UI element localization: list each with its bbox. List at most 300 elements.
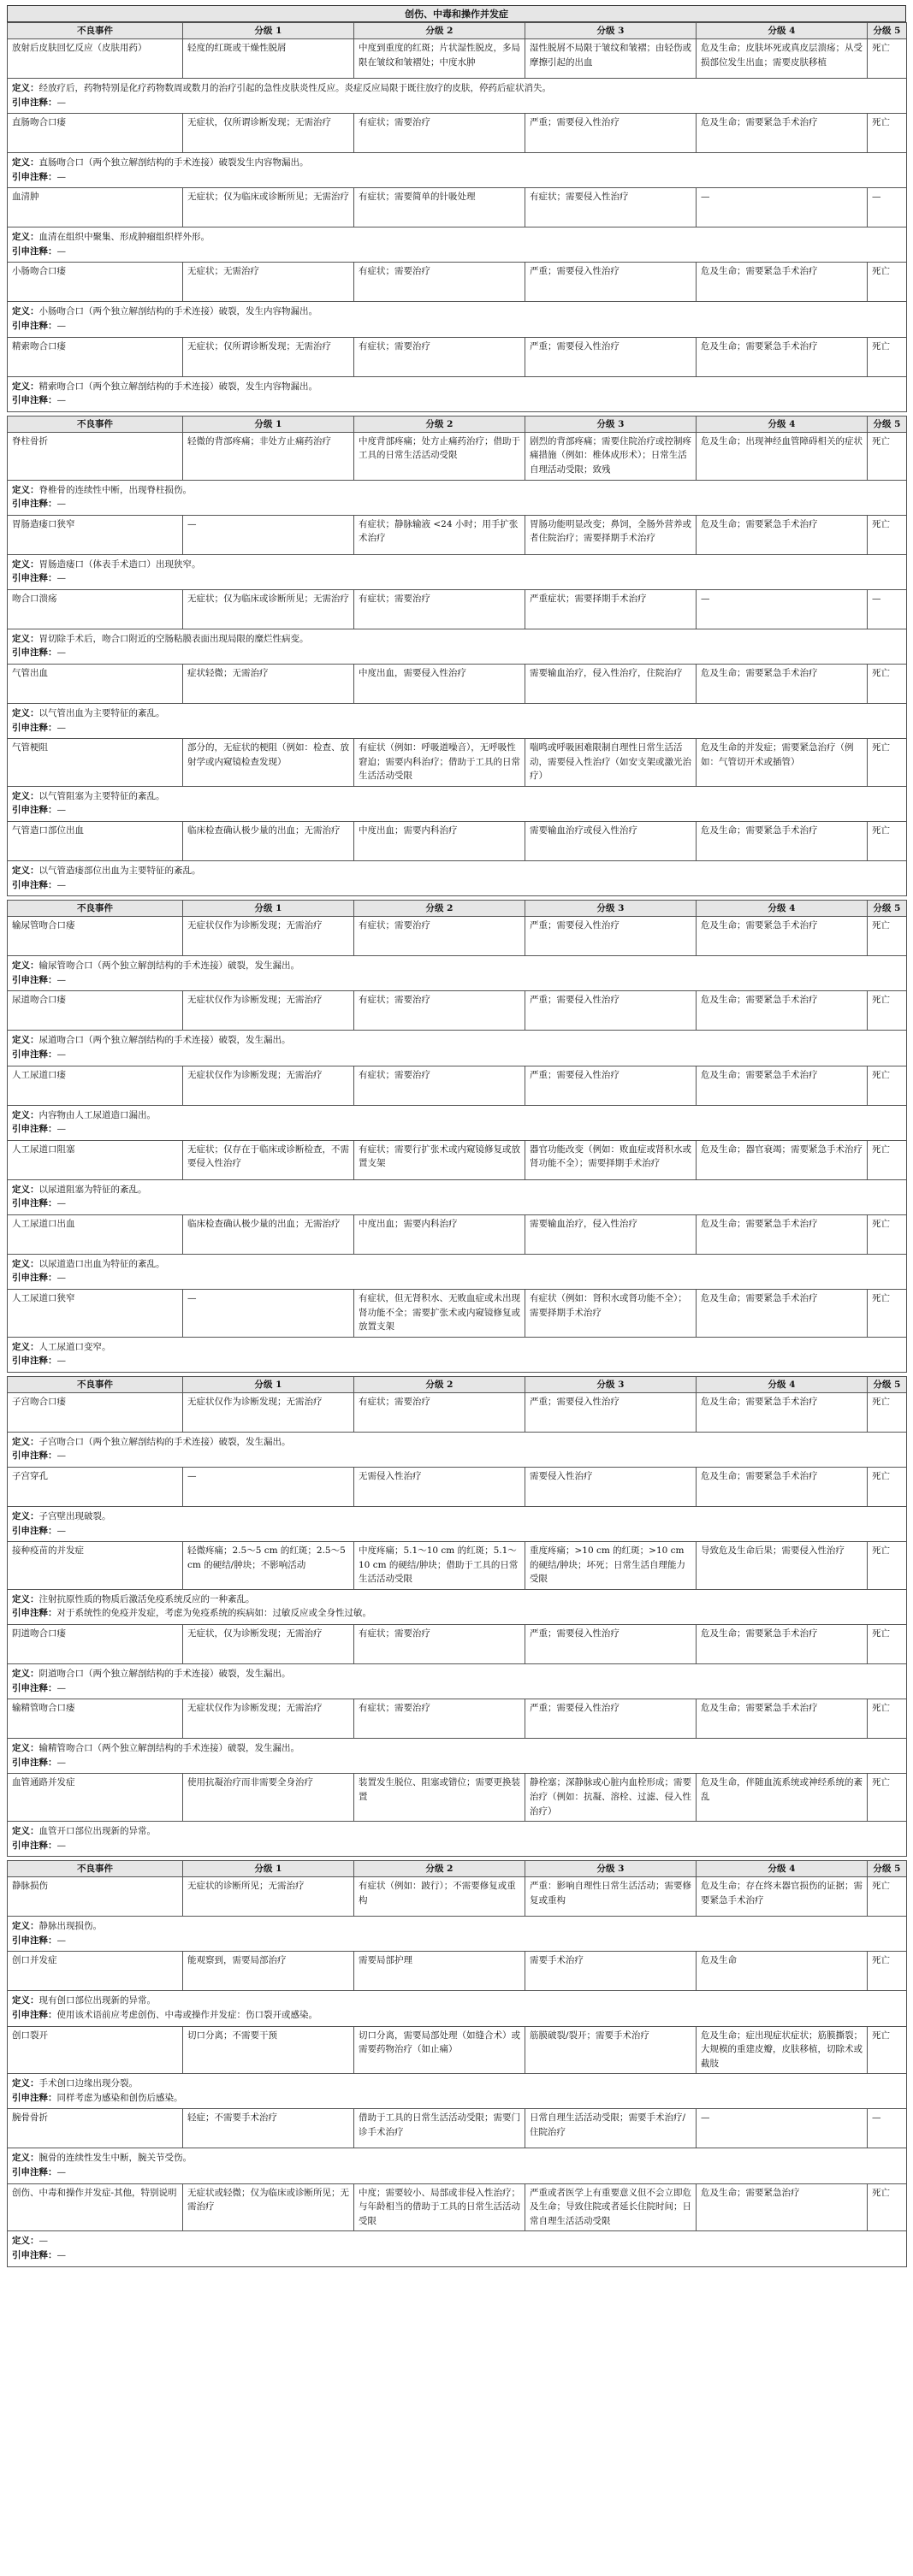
event-name: 胃肠造瘘口狭窄 xyxy=(8,515,183,554)
note-line xyxy=(12,1756,902,1770)
definition-label: 定义： xyxy=(12,1511,39,1522)
definition-label: 定义： xyxy=(12,157,39,168)
grade-5-cell: 死亡 xyxy=(868,1699,907,1739)
definition-cell xyxy=(8,1991,907,2026)
grade-2-cell: 有症状；需要治疗 xyxy=(354,114,525,153)
note-label: 引申注释： xyxy=(12,245,57,257)
note-text: — xyxy=(56,805,66,816)
event-name: 气管出血 xyxy=(8,664,183,703)
grade-4-cell: 危及生命；需要紧急手术治疗 xyxy=(697,515,868,554)
definition-label: 定义： xyxy=(12,866,39,877)
note-text: — xyxy=(56,1525,66,1536)
definition-line xyxy=(12,2151,902,2165)
grade-3-cell: 需要输血治疗或侵入性治疗 xyxy=(525,822,697,861)
grade-2-cell: 有症状（例如：呼吸道噪音），无呼吸性窘迫；需要内科治疗；借助于工具的日常生活活动受限 xyxy=(354,739,525,787)
grade-4-cell: 危及生命；需要紧急手术治疗 xyxy=(697,991,868,1031)
definition-row xyxy=(8,1589,907,1624)
note-label: 引申注释： xyxy=(12,2249,57,2260)
adverse-event-table xyxy=(7,22,907,412)
definition-cell xyxy=(8,227,907,263)
note-label: 引申注释： xyxy=(12,1198,57,1209)
note-text: 对于系统性的免疫并发症，考虑为免疫系统的疾病如：过敏反应或全身性过敏。 xyxy=(56,1608,371,1619)
note-label: 引申注释： xyxy=(12,395,57,406)
event-name: 放射后皮肤回忆反应（皮肤用药） xyxy=(8,39,183,79)
grade-2-cell: 装置发生脱位、阻塞或错位；需要更换装置 xyxy=(354,1774,525,1822)
note-text: — xyxy=(56,974,66,985)
grade-4-cell: 危及生命的并发症；需要紧急治疗（例如：气管切开术或插管） xyxy=(697,739,868,787)
grade-1-cell: 无症状；无需治疗 xyxy=(183,263,354,302)
grade-1-cell: 无症状；仅所谓诊断发现；无需治疗 xyxy=(183,337,354,376)
note-line xyxy=(12,1681,902,1696)
definition-line xyxy=(12,959,902,973)
definition-label: 定义： xyxy=(12,1184,39,1195)
event-name: 输尿管吻合口瘘 xyxy=(8,917,183,956)
definition-line xyxy=(12,1033,902,1048)
grade-5-cell: 死亡 xyxy=(868,432,907,480)
definition-cell xyxy=(8,480,907,515)
definition-cell xyxy=(8,1254,907,1289)
event-name: 静脉损伤 xyxy=(8,1877,183,1917)
grade-5-cell: 死亡 xyxy=(868,114,907,153)
grade-2-cell: 有症状；需要治疗 xyxy=(354,991,525,1031)
definition-cell xyxy=(8,786,907,821)
definition-label: 定义： xyxy=(12,960,39,972)
header-cell: 分级 1 xyxy=(183,416,354,432)
definition-cell xyxy=(8,1822,907,1857)
definition-text: 输尿管吻合口（两个独立解剖结构的手术连接）破裂，发生漏出。 xyxy=(39,960,299,972)
grade-2-cell: 中度到重度的红斑；片状湿性脱皮，多局限在皱纹和皱褶处；中度水肿 xyxy=(354,39,525,79)
note-text: — xyxy=(56,97,66,108)
note-text: — xyxy=(56,1198,66,1209)
definition-row xyxy=(8,1739,907,1774)
grade-5-cell: 死亡 xyxy=(868,739,907,787)
definition-label: 定义： xyxy=(12,2078,39,2089)
event-name: 气管梗阻 xyxy=(8,739,183,787)
event-row xyxy=(8,2026,907,2074)
event-name: 直肠吻合口瘘 xyxy=(8,114,183,153)
definition-text: 腕骨的连续性发生中断，腕关节受伤。 xyxy=(39,2153,192,2164)
note-line xyxy=(12,2008,902,2023)
definition-row xyxy=(8,227,907,263)
grade-2-cell: 有症状；需要治疗 xyxy=(354,1392,525,1432)
event-row xyxy=(8,1542,907,1590)
definition-label: 定义： xyxy=(12,2153,39,2164)
definition-text: 尿道吻合口（两个独立解剖结构的手术连接）破裂，发生漏出。 xyxy=(39,1035,291,1046)
grade-3-cell: 静栓塞；深静脉或心脏内血栓形成；需要治疗（例如：抗凝、溶栓、过滤、侵入性治疗） xyxy=(525,1774,697,1822)
note-label: 引申注释： xyxy=(12,2092,57,2103)
event-name: 阴道吻合口瘘 xyxy=(8,1625,183,1664)
grade-4-cell: 危及生命；需要紧急手术治疗 xyxy=(697,1625,868,1664)
definition-text: 以气管出血为主要特征的紊乱。 xyxy=(39,707,165,718)
definition-text: 脊椎骨的连续性中断，出现脊柱损伤。 xyxy=(39,484,192,495)
note-label: 引申注释： xyxy=(12,1840,57,1851)
definition-line xyxy=(12,864,902,878)
definition-label: 定义： xyxy=(12,790,39,801)
grade-3-cell: 湿性脱屑不局限于皱纹和皱褶；由轻伤或摩擦引起的出血 xyxy=(525,39,697,79)
definition-line xyxy=(12,1741,902,1756)
definition-cell xyxy=(8,1917,907,1952)
note-text: — xyxy=(56,1356,66,1367)
note-line xyxy=(12,571,902,586)
grade-1-cell: 使用抗凝治疗而非需要全身治疗 xyxy=(183,1774,354,1822)
definition-label: 定义： xyxy=(12,1669,39,1680)
definition-line xyxy=(12,1108,902,1123)
grade-5-cell: 死亡 xyxy=(868,664,907,703)
event-name: 创口裂开 xyxy=(8,2026,183,2074)
header-cell: 分级 4 xyxy=(697,416,868,432)
event-row xyxy=(8,1774,907,1822)
definition-row xyxy=(8,1822,907,1857)
grade-3-cell: 严重；需要侵入性治疗 xyxy=(525,263,697,302)
event-name: 血清肿 xyxy=(8,188,183,227)
grade-1-cell: 无症状，仅为诊断发现；无需治疗 xyxy=(183,1625,354,1664)
definition-label: 定义： xyxy=(12,484,39,495)
note-label: 引申注释： xyxy=(12,1757,57,1768)
definition-row xyxy=(8,629,907,664)
definition-text: 小肠吻合口（两个独立解剖结构的手术连接）破裂，发生内容物漏出。 xyxy=(39,306,317,317)
header-cell: 分级 1 xyxy=(183,901,354,917)
note-text: — xyxy=(56,2167,66,2178)
definition-row xyxy=(8,786,907,821)
grade-2-cell: 切口分离，需要局部处理（如缝合术）或需要药物治疗（如止痛） xyxy=(354,2026,525,2074)
note-label: 引申注释： xyxy=(12,879,57,890)
grade-3-cell: 筋膜破裂/裂开；需要手术治疗 xyxy=(525,2026,697,2074)
grade-1-cell: 无症状仅作为诊断发现；无需治疗 xyxy=(183,991,354,1031)
definition-line xyxy=(12,1257,902,1272)
grade-4-cell: — xyxy=(697,188,868,227)
grade-5-cell: 死亡 xyxy=(868,1952,907,1991)
note-text: — xyxy=(56,499,66,510)
grade-4-cell: 危及生命；需要紧急手术治疗 xyxy=(697,263,868,302)
adverse-event-table xyxy=(7,1376,907,1857)
note-line xyxy=(12,2091,902,2106)
grade-4-cell: 危及生命；需要紧急手术治疗 xyxy=(697,917,868,956)
header-row xyxy=(8,901,907,917)
note-line xyxy=(12,1122,902,1137)
event-name: 输精管吻合口瘘 xyxy=(8,1699,183,1739)
definition-row xyxy=(8,2231,907,2266)
grade-5-cell: 死亡 xyxy=(868,337,907,376)
definition-line xyxy=(12,1183,902,1197)
event-row xyxy=(8,739,907,787)
event-name: 人工尿道口出血 xyxy=(8,1214,183,1254)
grade-2-cell: 有症状；静脉输液 <24 小时；用手扩张术治疗 xyxy=(354,515,525,554)
definition-cell xyxy=(8,2148,907,2183)
grade-5-cell: 死亡 xyxy=(868,917,907,956)
grade-3-cell: 严重；需要侵入性治疗 xyxy=(525,1392,697,1432)
note-label: 引申注释： xyxy=(12,1124,57,1135)
definition-label: 定义： xyxy=(12,1436,39,1447)
definition-label: 定义： xyxy=(12,1258,39,1269)
definition-text: 人工尿道口变窄。 xyxy=(39,1341,111,1352)
definition-label: 定义： xyxy=(12,1921,39,1932)
grade-4-cell: 危及生命；需要紧急手术治疗 xyxy=(697,114,868,153)
note-text: — xyxy=(56,1124,66,1135)
definition-cell xyxy=(8,1589,907,1624)
definition-line xyxy=(12,1919,902,1934)
note-label: 引申注释： xyxy=(12,499,57,510)
definition-cell xyxy=(8,1507,907,1542)
note-line xyxy=(12,803,902,818)
grade-4-cell: 危及生命；需要紧急手术治疗 xyxy=(697,1214,868,1254)
definition-text: 直肠吻合口（两个独立解剖结构的手术连接）破裂发生内容物漏出。 xyxy=(39,157,309,168)
header-cell: 分级 5 xyxy=(868,23,907,39)
note-label: 引申注释： xyxy=(12,974,57,985)
definition-cell xyxy=(8,1739,907,1774)
header-cell: 分级 2 xyxy=(354,901,525,917)
event-row xyxy=(8,991,907,1031)
grade-2-cell: 有症状；需要治疗 xyxy=(354,1625,525,1664)
grade-3-cell: 严重；需要侵入性治疗 xyxy=(525,1625,697,1664)
grade-5-cell: 死亡 xyxy=(868,1392,907,1432)
event-row xyxy=(8,1214,907,1254)
grade-4-cell: — xyxy=(697,589,868,629)
grade-3-cell: 严重或者医学上有重要意义但不会立即危及生命；导致住院或者延长住院时间；日常自理生活活动受限 xyxy=(525,2183,697,2231)
definition-row xyxy=(8,2074,907,2109)
note-label: 引申注释： xyxy=(12,171,57,182)
grade-4-cell: 危及生命；需要紧急手术治疗 xyxy=(697,1468,868,1507)
grade-1-cell: 无症状仅作为诊断发现；无需治疗 xyxy=(183,1392,354,1432)
header-cell: 分级 5 xyxy=(868,1376,907,1392)
adverse-event-table xyxy=(7,416,907,896)
grade-2-cell: 需要局部护理 xyxy=(354,1952,525,1991)
definition-row xyxy=(8,376,907,411)
grade-4-cell: 危及生命；需要紧急手术治疗 xyxy=(697,1066,868,1105)
definition-text: 内容物由人工尿道造口漏出。 xyxy=(39,1109,156,1120)
grade-2-cell: 有症状；需要治疗 xyxy=(354,1699,525,1739)
definition-row xyxy=(8,703,907,738)
grade-3-cell: 严重；需要侵入性治疗 xyxy=(525,337,697,376)
grade-5-cell: 死亡 xyxy=(868,515,907,554)
note-text: — xyxy=(56,1935,66,1946)
grade-5-cell: — xyxy=(868,188,907,227)
grade-3-cell: 严重；需要侵入性治疗 xyxy=(525,1066,697,1105)
definition-cell xyxy=(8,1179,907,1214)
definition-row xyxy=(8,1991,907,2026)
grade-3-cell: 需要侵入性治疗 xyxy=(525,1468,697,1507)
grade-4-cell: 危及生命 xyxy=(697,1952,868,1991)
definition-text: 现有创口部位出现新的异常。 xyxy=(39,1995,156,2006)
definition-row xyxy=(8,1337,907,1372)
note-line xyxy=(12,1606,902,1621)
note-line xyxy=(12,393,902,408)
grade-4-cell: 危及生命；需要紧急手术治疗 xyxy=(697,1392,868,1432)
grade-1-cell: 能观察到，需要局部治疗 xyxy=(183,1952,354,1991)
header-cell: 分级 3 xyxy=(525,1861,697,1877)
grade-5-cell: 死亡 xyxy=(868,991,907,1031)
grade-1-cell: 临床检查确认极少量的出血；无需治疗 xyxy=(183,1214,354,1254)
grade-2-cell: 有症状；需要治疗 xyxy=(354,917,525,956)
definition-text: 静脉出现损伤。 xyxy=(39,1921,102,1932)
definition-label: 定义： xyxy=(12,381,39,392)
grade-3-cell: 严重症状；需要择期手术治疗 xyxy=(525,589,697,629)
header-cell: 分级 2 xyxy=(354,1861,525,1877)
note-line xyxy=(12,1839,902,1853)
grade-2-cell: 借助于工具的日常生活活动受限；需要门诊手术治疗 xyxy=(354,2109,525,2148)
definition-row xyxy=(8,1254,907,1289)
event-row xyxy=(8,1877,907,1917)
grade-1-cell: 无症状；仅存在于临床或诊断检查，不需要侵入性治疗 xyxy=(183,1140,354,1179)
grade-5-cell: 死亡 xyxy=(868,1468,907,1507)
event-row xyxy=(8,2109,907,2148)
table-title: 创伤、中毒和操作并发症 xyxy=(7,5,906,22)
definition-line xyxy=(12,2234,902,2248)
definition-text: 以尿道造口出血为特征的紊乱。 xyxy=(39,1258,165,1269)
header-cell: 分级 5 xyxy=(868,1861,907,1877)
grade-4-cell: 危及生命；需要紧急手术治疗 xyxy=(697,1699,868,1739)
definition-line xyxy=(12,558,902,572)
definition-label: 定义： xyxy=(12,2236,39,2247)
definition-line xyxy=(12,632,902,647)
note-label: 引申注释： xyxy=(12,321,57,332)
definition-row xyxy=(8,2148,907,2183)
header-cell: 分级 1 xyxy=(183,1376,354,1392)
definition-text: 阴道吻合口（两个独立解剖结构的手术连接）破裂，发生漏出。 xyxy=(39,1669,291,1680)
grade-5-cell: 死亡 xyxy=(868,1774,907,1822)
definition-cell xyxy=(8,554,907,589)
event-row xyxy=(8,39,907,79)
grade-1-cell: 无症状；仅为临床或诊断所见；无需治疗 xyxy=(183,589,354,629)
grade-1-cell: 无症状仅作为诊断发现；无需治疗 xyxy=(183,917,354,956)
definition-line xyxy=(12,483,902,498)
definition-cell xyxy=(8,376,907,411)
definition-text: 血管开口部位出现新的异常。 xyxy=(39,1826,156,1837)
grade-2-cell: 有症状；需要行扩张术或内窥镜修复或放置支架 xyxy=(354,1140,525,1179)
definition-row xyxy=(8,153,907,188)
definition-row xyxy=(8,1031,907,1066)
header-cell: 分级 2 xyxy=(354,1376,525,1392)
header-row xyxy=(8,416,907,432)
definition-text: 胃肠造瘘口（体表手术造口）出现狭窄。 xyxy=(39,558,201,570)
grade-5-cell: — xyxy=(868,2109,907,2148)
grade-4-cell: 危及生命；皮肤坏死或真皮层溃疡；从受损部位发生出血；需要皮肤移植 xyxy=(697,39,868,79)
event-name: 人工尿道口阻塞 xyxy=(8,1140,183,1179)
grade-2-cell: 有症状；需要简单的针吸处理 xyxy=(354,188,525,227)
definition-label: 定义： xyxy=(12,1826,39,1837)
header-cell: 不良事件 xyxy=(8,23,183,39)
definition-row xyxy=(8,1105,907,1140)
note-line xyxy=(12,245,902,259)
note-text: — xyxy=(56,647,66,659)
definition-cell xyxy=(8,956,907,991)
grade-3-cell: 有症状（例如：肾积水或肾功能不全）；需要择期手术治疗 xyxy=(525,1289,697,1337)
event-row xyxy=(8,1066,907,1105)
note-text: — xyxy=(56,1049,66,1060)
note-label: 引申注释： xyxy=(12,647,57,659)
note-text: — xyxy=(56,321,66,332)
definition-label: 定义： xyxy=(12,1743,39,1754)
note-label: 引申注释： xyxy=(12,1935,57,1946)
definition-text: 子宫壁出现破裂。 xyxy=(39,1511,111,1522)
note-line xyxy=(12,878,902,893)
event-row xyxy=(8,1468,907,1507)
definition-cell xyxy=(8,153,907,188)
grade-1-cell: 症状轻微；无需治疗 xyxy=(183,664,354,703)
definition-cell xyxy=(8,629,907,664)
note-line xyxy=(12,2248,902,2263)
definition-label: 定义： xyxy=(12,1109,39,1120)
note-line xyxy=(12,1524,902,1539)
definition-line xyxy=(12,1592,902,1607)
grade-1-cell: — xyxy=(183,515,354,554)
grade-5-cell: 死亡 xyxy=(868,1140,907,1179)
header-cell: 分级 4 xyxy=(697,1861,868,1877)
note-label: 引申注释： xyxy=(12,1273,57,1284)
note-text: — xyxy=(56,1450,66,1462)
event-row xyxy=(8,1392,907,1432)
header-cell: 不良事件 xyxy=(8,901,183,917)
definition-row xyxy=(8,554,907,589)
grade-1-cell: 无症状仅作为诊断发现；无需治疗 xyxy=(183,1066,354,1105)
definition-text: — xyxy=(39,2236,48,2247)
definition-cell xyxy=(8,2231,907,2266)
note-text: — xyxy=(56,1273,66,1284)
definition-line xyxy=(12,156,902,170)
event-row xyxy=(8,188,907,227)
note-text: — xyxy=(56,395,66,406)
definition-row xyxy=(8,1664,907,1699)
event-row xyxy=(8,1289,907,1337)
grade-5-cell: — xyxy=(868,589,907,629)
event-row xyxy=(8,1140,907,1179)
header-cell: 分级 4 xyxy=(697,1376,868,1392)
grade-1-cell: 轻度的红斑或干燥性脱屑 xyxy=(183,39,354,79)
grade-4-cell: 危及生命；症出现症状症状；筋膜撕裂；大规模的重建皮瓣，皮肤移植，切除术或截肢 xyxy=(697,2026,868,2074)
note-label: 引申注释： xyxy=(12,1682,57,1693)
grade-5-cell: 死亡 xyxy=(868,1289,907,1337)
grade-3-cell: 喘鸣或呼吸困难限制自理性日常生活活动，需要侵入性治疗（如安支架或激光治疗） xyxy=(525,739,697,787)
definition-row xyxy=(8,1179,907,1214)
grade-2-cell: 无需侵入性治疗 xyxy=(354,1468,525,1507)
note-line xyxy=(12,1354,902,1368)
header-cell: 分级 3 xyxy=(525,901,697,917)
grade-5-cell: 死亡 xyxy=(868,1542,907,1590)
event-row xyxy=(8,432,907,480)
event-row xyxy=(8,263,907,302)
grade-3-cell: 需要手术治疗 xyxy=(525,1952,697,1991)
grade-3-cell: 剧烈的背部疼痛；需要住院治疗或控制疼痛措施（例如：椎体成形术）；日常生活自理活动受限；致残 xyxy=(525,432,697,480)
grade-2-cell: 有症状（例如：跛行）；不需要修复或重构 xyxy=(354,1877,525,1917)
grade-2-cell: 有症状；需要治疗 xyxy=(354,1066,525,1105)
grade-1-cell: 无症状仅作为诊断发现；无需治疗 xyxy=(183,1699,354,1739)
note-label: 引申注释： xyxy=(12,1525,57,1536)
note-line xyxy=(12,1271,902,1285)
event-row xyxy=(8,2183,907,2231)
definition-text: 注射抗原性质的物质后激活免疫系统反应的一种紊乱。 xyxy=(39,1593,255,1604)
note-text: — xyxy=(56,245,66,257)
header-row xyxy=(8,1376,907,1392)
event-row xyxy=(8,515,907,554)
definition-label: 定义： xyxy=(12,558,39,570)
grade-3-cell: 重度疼痛；>10 cm 的红斑；>10 cm 的硬结/肿块；坏死；日常生活自理能力受限 xyxy=(525,1542,697,1590)
definition-cell xyxy=(8,703,907,738)
definition-label: 定义： xyxy=(12,83,39,93)
grade-3-cell: 严重；需要侵入性治疗 xyxy=(525,991,697,1031)
definition-row xyxy=(8,1917,907,1952)
note-label: 引申注释： xyxy=(12,1450,57,1462)
note-line xyxy=(12,96,902,110)
grade-1-cell: 轻微疼痛；2.5～5 cm 的红斑；2.5～5 cm 的硬结/肿块；不影响活动 xyxy=(183,1542,354,1590)
grade-2-cell: 中度出血；需要内科治疗 xyxy=(354,1214,525,1254)
grade-4-cell: 导致危及生命后果；需要侵入性治疗 xyxy=(697,1542,868,1590)
header-row xyxy=(8,1861,907,1877)
definition-row xyxy=(8,1432,907,1467)
definition-text: 输精管吻合口（两个独立解剖结构的手术连接）破裂，发生漏出。 xyxy=(39,1743,299,1754)
event-name: 创口并发症 xyxy=(8,1952,183,1991)
header-cell: 分级 5 xyxy=(868,416,907,432)
definition-line xyxy=(12,1340,902,1355)
header-cell: 分级 2 xyxy=(354,23,525,39)
